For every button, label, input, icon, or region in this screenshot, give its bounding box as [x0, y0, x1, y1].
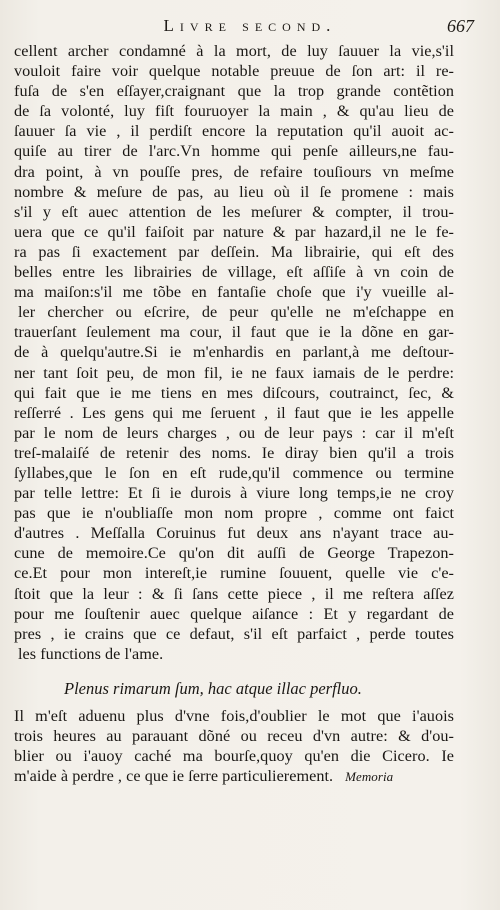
text-line: fuſa de s'en eſſayer,craignant que la trop grande contẽtion: [14, 82, 454, 101]
main-text: [14, 41, 454, 706]
text-line: de à quelqu'autre.Si ie m'enhardis en parlant,à me deſtour-: [14, 343, 454, 362]
text-line-content: m'aide à perdre , ce que ie ſerre particulierement.: [14, 767, 334, 786]
text-line: treſ-malaiſé de retenir des noms. Ie diray bien qu'il a trois: [14, 443, 454, 462]
text-line: nombre & meſure de pas, au lieu où il ſe promene : mais: [14, 182, 454, 201]
text-line: par telle lettre: Et ſi ie durois à viure long temps,ie ne croy: [14, 484, 454, 503]
text-line: ler chercher ou eſcrire, de peur qu'elle ne m'eſchappe en: [18, 303, 454, 322]
text-line: trois heures au parauant dõné ou receu d'vn autre: & d'ou-: [14, 727, 454, 746]
page-header: [0, 16, 500, 38]
text-line: s'il y eſt auec attention de les meſurer & compter, il trou-: [14, 202, 454, 221]
text-line: dra point, à vn pouſſe pres, de refaire touſiours vn meſme: [14, 162, 454, 181]
text-line: belles entre les librairies de village, eſt aſſiſe à vn coin de: [14, 263, 454, 282]
text-line: quiſe au tirer de l'arc.Vn homme qui penſe ailleurs,ne fau-: [14, 142, 454, 161]
main-text-continued: [14, 706, 454, 786]
text-line: ner tant ſoit peu, de mon fil, ie ne faux iamais de le perdre:: [14, 363, 454, 382]
text-line: trauerſant ſeulement ma cour, il faut que ie la dõne en gar-: [14, 323, 454, 342]
text-line: cellent archer condamné à la mort, de luy ſauuer la vie,s'il: [14, 42, 454, 60]
text-line: Il m'eſt aduenu plus d'vne fois,d'oublier le mot que i'auois: [14, 707, 454, 725]
text-line: ſauuer ſa vie , il perdiſt encore la reputation qu'il auoit ac-: [14, 122, 454, 141]
text-line-with-catchword: [14, 766, 454, 786]
text-line: cune de memoire.Ce qu'on dit auſſi de George Trapezon-: [14, 544, 454, 563]
text-line: ce.Et pour mon intereſt,ie rumine ſouuent, quelle vie c'e-: [14, 564, 454, 583]
text-line: reſſerré . Les gens qui me ſeruent , il faut que ie les appelle: [14, 403, 454, 422]
text-line: par le nom de leurs charges , ou de leur pays : car il m'eſt: [14, 423, 454, 442]
latin-quotation: Plenus rimarum ſum, hac atque illac perfluo.: [64, 678, 362, 698]
text-line: de ſa volonté, luy fiſt fouruoyer la main , & qu'au lieu de: [14, 102, 454, 121]
text-line: ſyllabes,que le ſon en eſt rude,qu'il commence ou termine: [14, 463, 454, 482]
text-line: vouloit faire voir quelque notable preuue de ſon art: il re-: [14, 62, 454, 81]
page-number: 667: [447, 16, 474, 36]
text-line: qui fait que ie me tiens en mes diſcours, coutrainct, ſec, &: [14, 383, 454, 402]
running-head: Livre second.: [163, 16, 337, 35]
text-line: ra pas ſi exactement par deſſein. Ma librairie, qui eſt des: [14, 242, 454, 261]
text-line: blier ou i'auoy caché ma bourſe,quoy qu'en die Cicero. Ie: [14, 747, 454, 766]
text-line: pas que ie n'oubliaſſe mon nom propre , comme ont faict: [14, 504, 454, 523]
text-line: ſtoit que la leur : & ſi ſans cette piece , il me reſtera aſſez: [14, 584, 454, 603]
text-line: ma maiſon:s'il me tõbe en fantaſie choſe que i'y vueille al-: [14, 283, 454, 302]
text-line: uera que ce qu'il faiſoit par nature & par hazard,il ne le fe-: [14, 222, 454, 241]
text-line: pour me ſouſtenir auec quelque aiſance : Et y regardant de: [14, 604, 454, 623]
catchword: Memoria: [345, 769, 394, 785]
text-line: les functions de l'ame.: [18, 644, 164, 663]
text-line: d'autres . Meſſalla Coruinus fut deux ans n'ayant trace au-: [14, 524, 454, 543]
text-line: pres , ie crains que ce defaut, s'il eſt parfaict , perde toutes: [14, 624, 454, 643]
